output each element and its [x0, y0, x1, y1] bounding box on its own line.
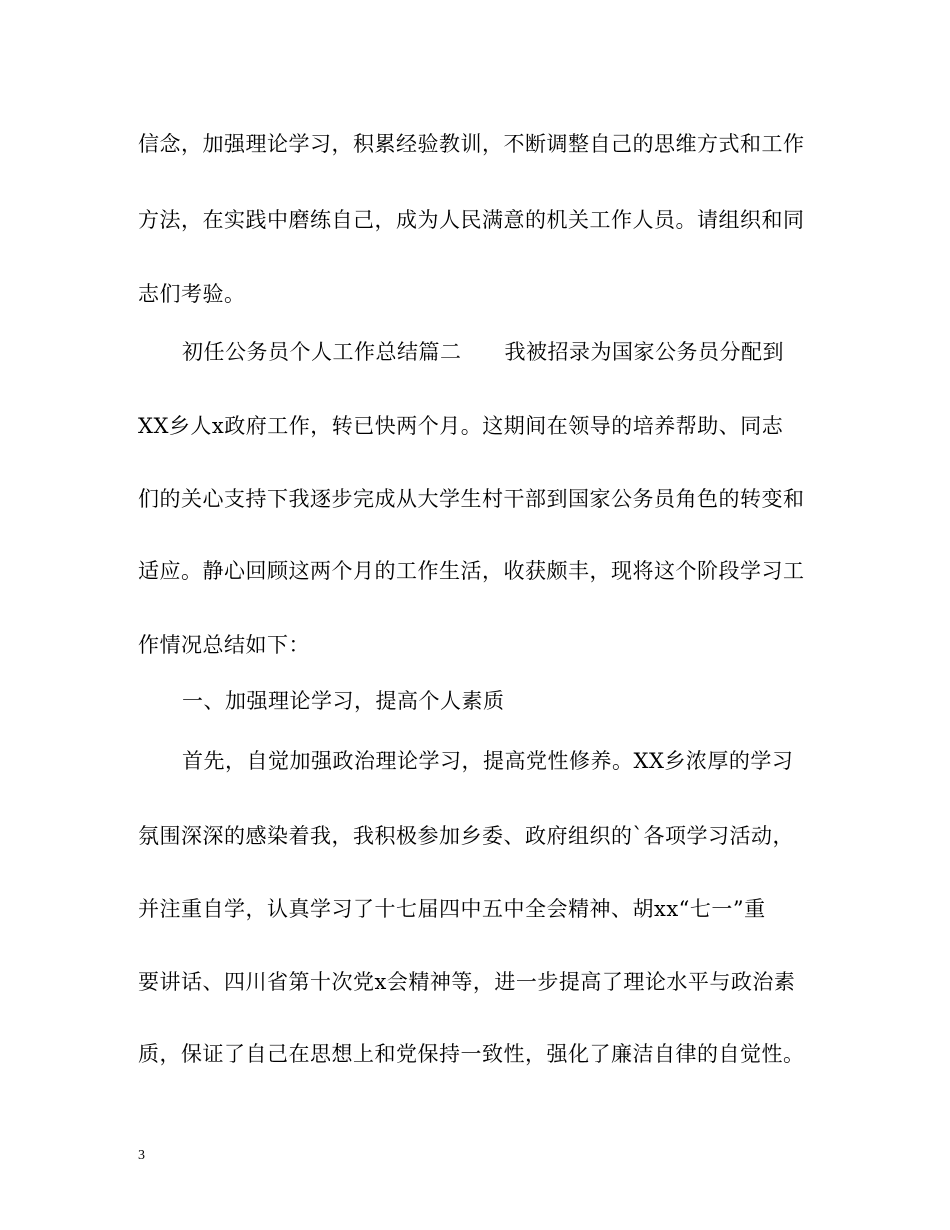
- text-line: XX乡人x政府工作，转已快两个月。这期间在领导的培养帮助、同志: [138, 414, 784, 438]
- text-line: 适应。静心回顾这两个月的工作生活，收获颇丰，现将这个阶段学习工: [138, 559, 805, 583]
- text-line: 作情况总结如下：: [138, 633, 310, 657]
- text-line: 氛围深深的感染着我，我积极参加乡委、政府组织的`各项学习活动，: [138, 824, 794, 848]
- text-line: 志们考验。: [138, 282, 246, 306]
- text-line: 要讲话、四川省第十次党x会精神等，进一步提高了理论水平与政治素: [138, 970, 796, 994]
- text-line: 并注重自学，认真学习了十七届四中五中全会精神、胡xx“七一”重: [138, 897, 766, 921]
- page-number: 3: [138, 1148, 145, 1163]
- text-line: 首先，自觉加强政治理论学习，提高党性修养。XX乡浓厚的学习: [182, 749, 794, 773]
- text-line: 信念，加强理论学习，积累经验教训，不断调整自己的思维方式和工作: [138, 132, 805, 156]
- text-line: 方法，在实践中磨练自己，成为人民满意的机关工作人员。请组织和同: [138, 208, 805, 232]
- text-line: 质，保证了自己在思想上和党保持一致性，强化了廉洁自律的自觉性。: [138, 1042, 805, 1066]
- subheading-line: 一、加强理论学习，提高个人素质: [182, 689, 505, 713]
- section-heading-line: 初任公务员个人工作总结篇二 我被招录为国家公务员分配到: [182, 340, 784, 364]
- text-line: 们的关心支持下我逐步完成从大学生村干部到国家公务员角色的转变和: [138, 487, 805, 511]
